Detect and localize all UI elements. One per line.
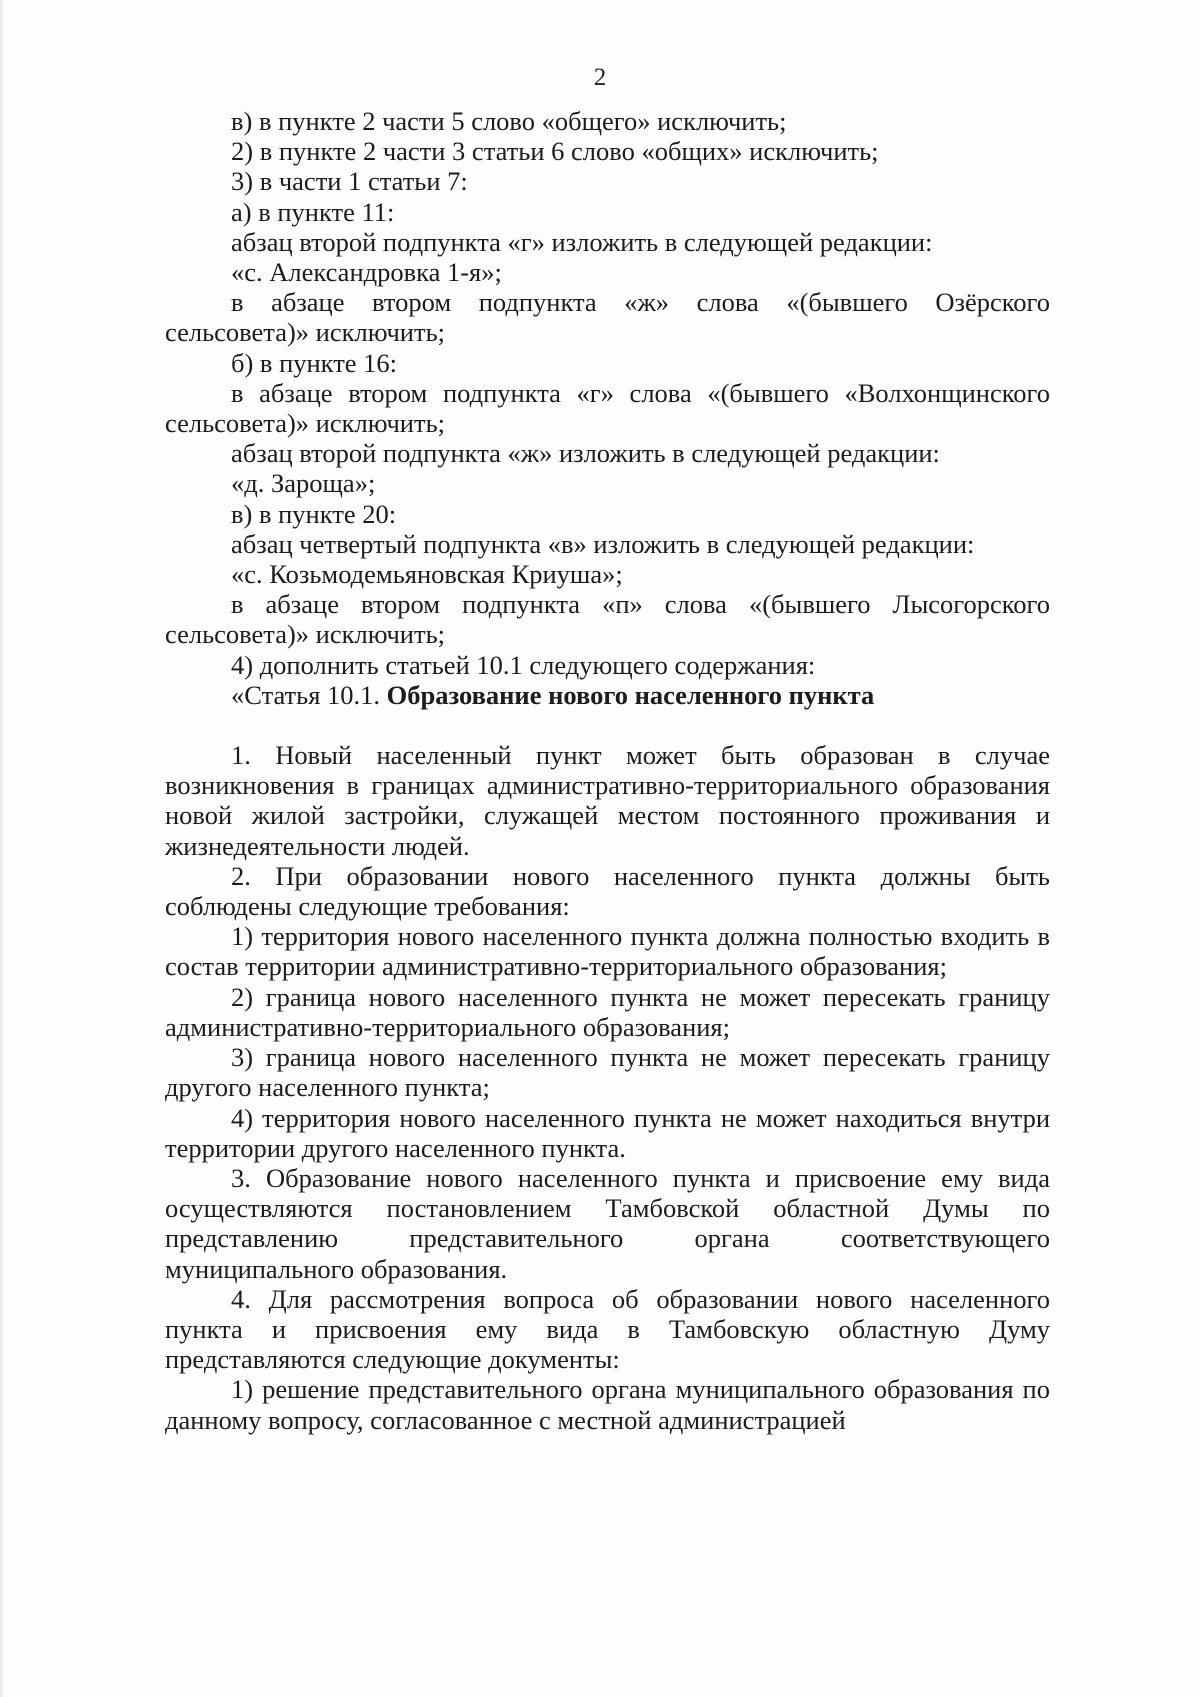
document-body xyxy=(165,106,1050,1435)
scan-edge xyxy=(0,0,4,1697)
paragraph: а) в пункте 11: xyxy=(231,196,395,227)
paragraph: в абзаце втором подпункта «г» слова «(бывшего «Волхонщинского сельсовета)» исключить; xyxy=(165,377,1050,439)
paragraph: в абзаце втором подпункта «п» слова «(бывшего Лысогорского сельсовета)» исключить; xyxy=(165,589,1050,650)
paragraph: абзац второй подпункта «ж» изложить в следующей редакции: xyxy=(231,438,940,469)
article-paragraph: 3. Образование нового населенного пункта и присвоение ему вида осуществляются постановлением Тамбовской областной Думы по представлению представительного органа соответствующего муниципального образования. xyxy=(165,1162,1050,1284)
paragraph: «с. Козьмодемьяновская Криуша»; xyxy=(231,559,623,590)
paragraph: 4) дополнить статьей 10.1 следующего содержания: xyxy=(231,649,816,680)
article-paragraph: 4) территория нового населенного пункта не может находиться внутри территории другого населенного пункта. xyxy=(165,1102,1050,1163)
paragraph: «с. Александровка 1-я»; xyxy=(231,257,502,288)
page-number: 2 xyxy=(593,64,607,91)
article-paragraph: 3) граница нового населенного пункта не может пересекать границу другого населенного пункта; xyxy=(165,1042,1050,1103)
article-heading xyxy=(165,680,1050,710)
heading-spacer xyxy=(165,710,1050,740)
article-paragraph: 4. Для рассмотрения вопроса об образовании нового населенного пункта и присвоения ему вида в Тамбовскую областную Думу представляются следующие документы: xyxy=(165,1283,1050,1375)
paragraph: б) в пункте 16: xyxy=(231,347,398,378)
paragraph: в) в пункте 20: xyxy=(231,498,397,529)
paragraph: абзац четвертый подпункта «в» изложить в следующей редакции: xyxy=(231,528,975,559)
paragraph: абзац второй подпункта «г» изложить в следующей редакции: xyxy=(231,226,933,257)
paragraph: 2) в пункте 2 части 3 статьи 6 слово «общих» исключить; xyxy=(231,136,879,167)
article-title: Образование нового населенного пункта xyxy=(386,679,875,710)
paragraph: в) в пункте 2 части 5 слово «общего» исключить; xyxy=(231,106,787,136)
article-paragraph: 1. Новый населенный пункт может быть образован в случае возникновения в границах административно-территориального образования новой жилой застройки, служащей местом постоянного проживания и жизнедеятельности людей. xyxy=(165,740,1050,861)
article-paragraph: 2) граница нового населенного пункта не может пересекать границу административно-территориального образования; xyxy=(165,981,1050,1042)
article-prefix: «Статья 10.1. xyxy=(231,679,387,710)
paragraph: 3) в части 1 статьи 7: xyxy=(231,166,468,197)
paragraph: в абзаце втором подпункта «ж» слова «(бывшего Озёрского сельсовета)» исключить; xyxy=(165,287,1050,348)
paragraph: «д. Зароща»; xyxy=(231,468,376,499)
article-paragraph: 1) решение представительного органа муниципального образования по данному вопросу, согласованное с местной администрацией xyxy=(165,1374,1050,1435)
article-paragraph: 2. При образовании нового населенного пункта должны быть соблюдены следующие требования: xyxy=(165,860,1050,922)
article-paragraph: 1) территория нового населенного пункта должна полностью входить в состав территории административно-территориального образования; xyxy=(165,921,1050,982)
